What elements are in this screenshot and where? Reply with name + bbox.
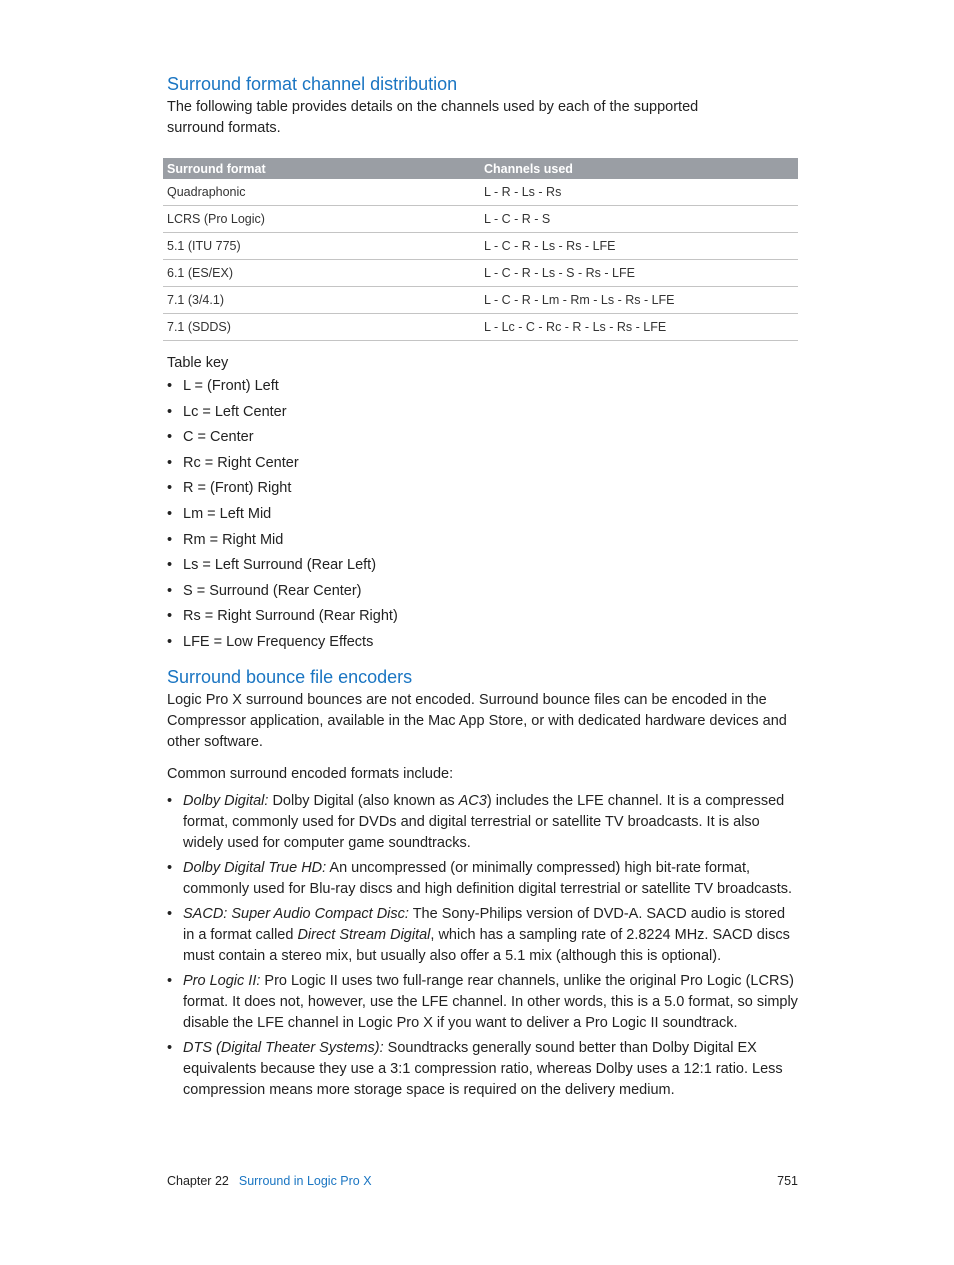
channels-cell: L - Lc - C - Rc - R - Ls - Rs - LFE (480, 314, 798, 341)
format-name-cell: 5.1 (ITU 775) (163, 233, 480, 260)
list-item (167, 376, 798, 402)
format-name-cell: Quadraphonic (163, 179, 480, 206)
encoders-section (167, 665, 798, 1105)
list-item-text: Lc = Left Center (183, 403, 287, 420)
bullet-icon: • (167, 480, 173, 497)
list-item (167, 632, 798, 658)
table-key-section (167, 353, 798, 658)
list-item-text: Lm = Left Mid (183, 505, 272, 522)
bullet-icon: • (167, 1040, 173, 1056)
format-description: The Sony-Philips version of DVD-A. SACD audio is stored in a format called (183, 906, 786, 943)
bullet-icon: • (167, 505, 173, 522)
bullet-icon: • (167, 454, 173, 471)
format-name-cell: 6.1 (ES/EX) (163, 260, 480, 287)
bullet-icon: • (167, 582, 173, 599)
table-row (163, 179, 798, 206)
table-key-title: Table key (167, 355, 229, 371)
section-intro: The following table provides details on the channels used by each of the supported surround formats. (167, 99, 699, 136)
bullet-icon: • (167, 906, 173, 922)
format-name-cell: 7.1 (SDDS) (163, 314, 480, 341)
list-item-text: R = (Front) Right (183, 480, 292, 497)
footer-chapter-title-link[interactable]: Surround in Logic Pro X (238, 1174, 372, 1188)
format-description: , which has a sampling rate of 2.8224 MHz. SACD discs must contain a stereo mix, but usually also offer a 5.1 mix (although this is optional). (183, 927, 790, 964)
list-item (167, 581, 798, 607)
channels-cell: L - C - R - S (480, 206, 798, 233)
list-item (167, 453, 798, 479)
bullet-icon: • (167, 973, 173, 989)
format-name-cell: 7.1 (3/4.1) (163, 287, 480, 314)
format-term: Dolby Digital: (183, 793, 269, 809)
table-header-row (163, 158, 798, 179)
list-item (167, 427, 798, 453)
format-term: DTS (Digital Theater Systems): (183, 1040, 384, 1056)
format-emphasis: AC3 (458, 793, 487, 809)
list-item-text: C = Center (183, 429, 254, 446)
format-description: Pro Logic II uses two full-range rear channels, unlike the original Pro Logic (LCRS) format. It does not, however, use the LFE channel. In other words, this is a 5.0 format, so simply disable the LFE channel in Logic Pro X if you want to deliver a Pro Logic II soundtrack. (183, 973, 798, 1031)
bullet-icon: • (167, 633, 173, 650)
list-item (167, 402, 798, 428)
bullet-icon: • (167, 608, 173, 625)
table-row (163, 233, 798, 260)
format-term: Pro Logic II: (183, 973, 261, 989)
list-item-text: Rc = Right Center (183, 454, 299, 471)
channels-cell: L - C - R - Lm - Rm - Ls - Rs - LFE (480, 287, 798, 314)
bullet-icon: • (167, 403, 173, 420)
table-row (163, 314, 798, 341)
surround-format-table (163, 158, 798, 341)
list-item (167, 478, 798, 504)
format-name-cell: LCRS (Pro Logic) (163, 206, 480, 233)
list-item (167, 904, 798, 967)
format-emphasis: Direct Stream Digital (297, 927, 431, 943)
list-item-text: LFE = Low Frequency Effects (183, 633, 374, 650)
format-description: Soundtracks generally sound better than Dolby Digital EX equivalents because they use a 3:1 compression ratio, whereas Dolby uses a 12:1 ratio. Less compression means more storage space is required on the delivery medium. (183, 1040, 783, 1098)
list-item-text: Ls = Left Surround (Rear Left) (183, 557, 377, 574)
format-description: Dolby Digital (also known as (268, 793, 459, 809)
channels-cell: L - C - R - Ls - Rs - LFE (480, 233, 798, 260)
page-footer (167, 1172, 798, 1190)
list-item (167, 971, 798, 1034)
list-item (167, 858, 798, 900)
bullet-icon: • (167, 531, 173, 548)
list-item (167, 1038, 798, 1101)
list-item (167, 606, 798, 632)
footer-chapter: Chapter 22 (167, 1174, 229, 1188)
column-header: Channels used (480, 158, 798, 179)
list-item (167, 504, 798, 530)
list-item-text: S = Surround (Rear Center) (183, 582, 362, 599)
format-term: SACD: Super Audio Compact Disc: (183, 906, 409, 922)
table-row (163, 287, 798, 314)
list-item (167, 530, 798, 556)
column-header: Surround format (163, 158, 480, 179)
channels-cell: L - R - Ls - Rs (480, 179, 798, 206)
format-term: Dolby Digital True HD: (183, 860, 327, 876)
section-heading-channel-distribution: Surround format channel distribution (167, 74, 458, 94)
bullet-icon: • (167, 860, 173, 876)
channels-cell: L - C - R - Ls - S - Rs - LFE (480, 260, 798, 287)
list-item-text: L = (Front) Left (183, 378, 279, 394)
table-key-list (167, 376, 798, 658)
bullet-icon: • (167, 429, 173, 446)
format-description: An uncompressed (or minimally compressed) high bit-rate format, commonly used for Blu-ray discs and high definition digital terrestrial or satellite TV broadcasts. (183, 860, 793, 897)
list-item-text: Rs = Right Surround (Rear Right) (183, 608, 398, 625)
page-content (167, 72, 798, 1098)
table-row (163, 260, 798, 287)
list-item-text: Rm = Right Mid (183, 531, 284, 548)
bullet-icon: • (167, 793, 173, 809)
format-description: ) includes the LFE channel. It is a compressed format, commonly used for DVDs and digital terrestrial or satellite TV broadcasts. It is also widely used for computer game soundtracks. (183, 793, 785, 851)
section-heading-encoders: Surround bounce file encoders (167, 667, 413, 687)
list-item (167, 555, 798, 581)
encoders-intro: Logic Pro X surround bounces are not encoded. Surround bounce files can be encoded in the Compressor application, available in the Mac App Store, or with dedicated hardware devices and other software. (167, 692, 787, 750)
bullet-icon: • (167, 378, 173, 394)
common-formats-label: Common surround encoded formats include: (167, 766, 454, 782)
page-number: 751 (777, 1174, 798, 1188)
encoder-format-list (167, 791, 798, 1101)
bullet-icon: • (167, 557, 173, 574)
list-item (167, 791, 798, 854)
table-row (163, 206, 798, 233)
